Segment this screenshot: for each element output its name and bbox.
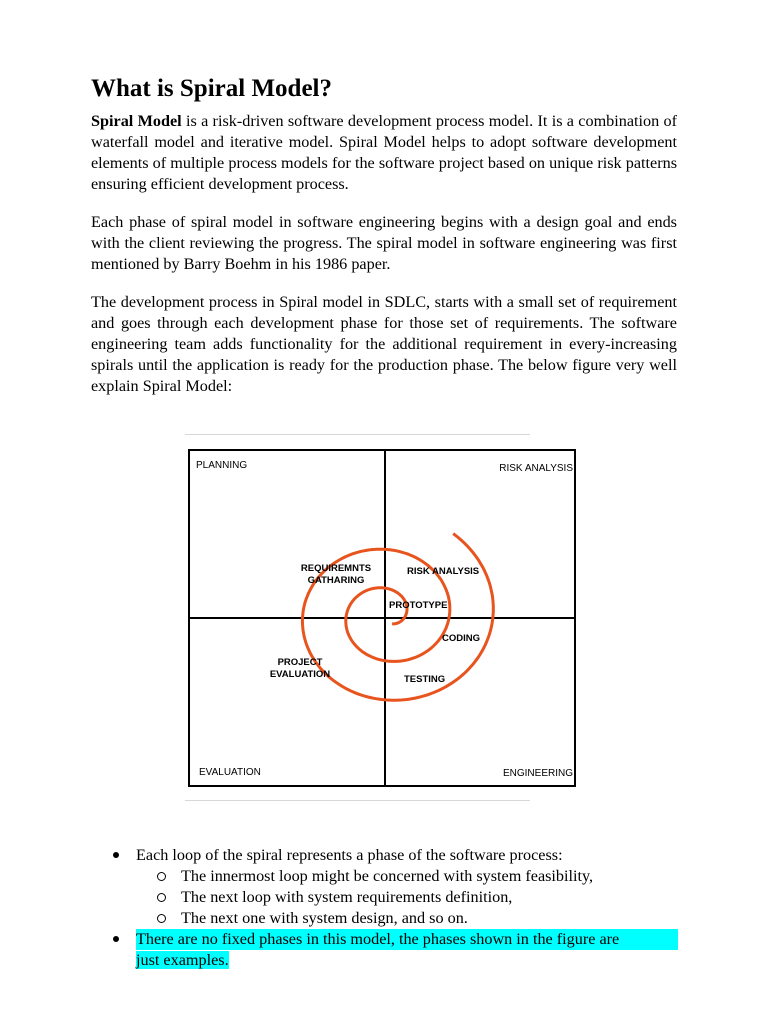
quadrant-label-engineering: ENGINEERING	[502, 768, 573, 779]
list-item: The innermost loop might be concerned with system feasibility,	[136, 866, 681, 887]
highlighted-text-line2: just examples.	[136, 951, 229, 969]
intro-paragraph	[91, 111, 677, 195]
bullet-icon	[113, 936, 119, 942]
circle-bullet-icon	[157, 914, 166, 923]
spiral-model-figure	[188, 449, 586, 788]
label-prototype: PROTOTYPE	[389, 600, 448, 611]
list-item: The next loop with system requirements definition,	[136, 887, 681, 908]
bullet-icon	[113, 852, 119, 858]
label-project-line1: PROJECT	[277, 657, 323, 668]
paragraph-3: The development process in Spiral model in SDLC, starts with a small set of requirement and goes through each development phase for those set of requirements. The software engineering team adds functionality for the additional requirement in every-increasing spirals until the application is ready for the production phase. The below figure very well explain Spiral Model:	[91, 293, 677, 395]
highlighted-list-item	[91, 929, 681, 971]
intro-bold-term: Spiral Model	[91, 112, 182, 130]
circle-bullet-icon	[157, 872, 166, 881]
label-coding: CODING	[442, 633, 480, 644]
quadrant-label-risk-analysis: RISK ANALYSIS	[499, 463, 573, 474]
paragraph-2: Each phase of spiral model in software engineering begins with a design goal and ends with the client reviewing the progress. The spiral model in software engineering was first mentioned by Barry Boehm in his 1986 paper.	[91, 213, 677, 273]
list-item: The next one with system design, and so on.	[136, 908, 681, 929]
figure-top-rule	[185, 434, 530, 435]
label-project-line2: EVALUATION	[269, 669, 331, 680]
bullet-main-text: Each loop of the spiral represents a phase of the software process:	[136, 846, 563, 864]
list-item	[91, 845, 681, 929]
highlighted-text-line1: There are no fixed phases in this model, the phases shown in the figure are	[136, 929, 678, 950]
label-requirements-line2: GATHARING	[307, 575, 365, 586]
circle-bullet-icon	[157, 893, 166, 902]
bullet-list	[91, 845, 681, 971]
quadrant-label-planning: PLANNING	[196, 460, 248, 471]
intro-text: is a risk-driven software development process model. It is a combination of waterfall model and iterative model. Spiral Model helps to adopt software development elements of multiple process models for the software project based on unique risk patterns ensuring efficient development process.	[91, 112, 677, 193]
page-title: What is Spiral Model?	[91, 75, 332, 102]
label-requirements-line1: REQUIREMNTS	[300, 563, 372, 574]
spiral-diagram	[188, 449, 586, 788]
quadrant-label-evaluation: EVALUATION	[199, 767, 261, 778]
label-risk-analysis: RISK ANALYSIS	[407, 566, 480, 577]
sub-list	[136, 866, 681, 929]
label-testing: TESTING	[404, 674, 446, 685]
figure-bottom-rule	[185, 800, 530, 801]
